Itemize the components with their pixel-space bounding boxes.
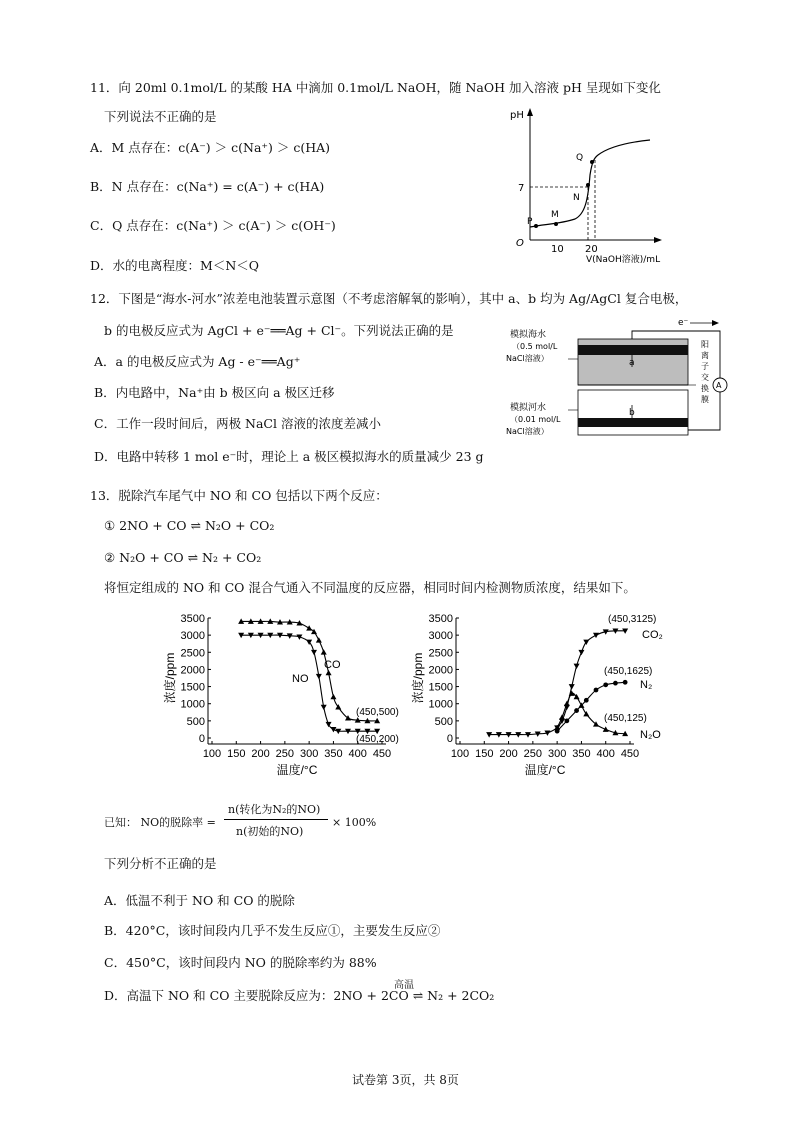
- y-tick-label: 500: [434, 715, 453, 728]
- data-point: [623, 680, 628, 685]
- y-tick-label: 1000: [428, 698, 453, 711]
- q11-label-p: P: [527, 217, 533, 227]
- q12-option-b: B．内电路中，Na⁺由 b 极区向 a 极区迁移: [94, 385, 335, 400]
- data-point: [583, 640, 589, 645]
- data-point: [330, 727, 336, 732]
- data-point: [564, 701, 570, 706]
- x-tick-label: 100: [202, 748, 222, 760]
- q11-label-m: M: [551, 210, 559, 220]
- q11-point-q: [590, 160, 594, 164]
- q13-prompt: 下列分析不正确的是: [104, 856, 217, 871]
- data-point: [316, 674, 322, 679]
- q12-membrane-2: 离: [701, 351, 709, 360]
- q12-option-c: C．工作一段时间后，两极 NaCl 溶液的浓度差减小: [94, 416, 381, 431]
- q11-option-b: B．N 点存在：c(Na⁺) = c(A⁻) + c(HA): [90, 179, 325, 194]
- x-axis-label: 温度/°C: [276, 763, 318, 777]
- q13-known-numerator: n(转化为N₂的NO): [228, 803, 321, 816]
- data-point: [569, 690, 575, 695]
- q11-point-m: [554, 222, 558, 226]
- q13-known-term: NO的脱除率 =: [140, 816, 216, 829]
- series-label: N₂O: [640, 729, 661, 741]
- q12-option-a: A．a 的电极反应式为 Ag - e⁻══Ag⁺: [94, 354, 301, 369]
- q11-ph-curve: [530, 140, 650, 227]
- y-tick-label: 2500: [428, 647, 453, 660]
- annotation-label: (450,200): [356, 734, 399, 745]
- q13-known-tail: × 100%: [332, 816, 377, 829]
- annotation-label: (450,500): [356, 707, 399, 718]
- data-point: [578, 650, 584, 655]
- y-tick-label: 2000: [428, 664, 453, 677]
- page-footer: 试卷第 3页，共 8页: [352, 1073, 459, 1087]
- y-tick-label: 1500: [180, 681, 205, 694]
- q12-seawater-l3: NaCl溶液）: [506, 354, 549, 363]
- q13-option-a: A．低温不利于 NO 和 CO 的脱除: [104, 893, 295, 908]
- q13-stem: 13．脱除汽车尾气中 NO 和 CO 包括以下两个反应：: [90, 488, 388, 503]
- y-tick-label: 1000: [180, 698, 205, 711]
- x-tick-label: 450: [372, 748, 392, 760]
- x-tick-label: 250: [275, 748, 295, 760]
- q11-xlabel: V(NaOH溶液)/mL: [586, 255, 661, 265]
- q11-prompt-text: 下列说法不正确的是: [104, 109, 217, 124]
- y-axis-label: 浓度/ppm: [163, 652, 177, 704]
- y-axis-label: 浓度/ppm: [411, 652, 425, 704]
- q13-description: 将恒定组成的 NO 和 CO 混合气通入不同温度的反应器，相同时间内检测物质浓度，结果如下。: [104, 580, 636, 595]
- x-tick-label: 150: [475, 748, 494, 760]
- q11-stem: 11．向 20ml 0.1mol/L 的某酸 HA 中滴加 0.1mol/L NaOH，随 NaOH 加入溶液 pH 呈现如下变化: [90, 80, 661, 95]
- q11-prompt: [104, 109, 217, 125]
- q11-option-d: D．水的电离程度：M＜N＜Q: [90, 258, 260, 273]
- q11-origin: O: [516, 238, 524, 249]
- data-point: [564, 718, 569, 723]
- x-tick-label: 300: [299, 748, 319, 760]
- data-point: [593, 633, 599, 638]
- q13-option-d: D．高温下 NO 和 CO 主要脱除反应为：2NO + 2CO ⇌ N₂ + 2CO₂: [104, 988, 495, 1003]
- y-tick-label: 3000: [180, 630, 205, 643]
- q12-option-d: D．电路中转移 1 mol e⁻时，理论上 a 极区模拟海水的质量减少 23 g: [94, 449, 484, 464]
- q13-fraction-bar: [224, 819, 328, 820]
- q11-label-n: N: [573, 193, 580, 203]
- x-tick-label: 450: [620, 748, 640, 760]
- x-tick-label: 200: [499, 748, 518, 760]
- y-tick-label: 3500: [428, 613, 453, 625]
- x-tick-label: 350: [324, 748, 343, 760]
- x-tick-label: 100: [450, 748, 470, 760]
- x-tick-label: 250: [523, 748, 543, 760]
- q11-xtick-10: 10: [551, 244, 564, 255]
- series-label: CO₂: [642, 629, 663, 641]
- q13-known: [104, 815, 216, 831]
- x-tick-label: 400: [348, 748, 367, 760]
- q13-reaction-2: ② N₂O + CO ⇌ N₂ + CO₂: [104, 550, 262, 565]
- q11-option-c: C．Q 点存在：c(Na⁺) ＞ c(A⁻) ＞ c(OH⁻): [90, 218, 336, 233]
- q12-seawater-l1: 模拟海水: [510, 330, 547, 340]
- q11-xtick-20: 20: [585, 244, 598, 255]
- data-point: [321, 705, 327, 710]
- q13-option-c: C．450°C，该时间段内 NO 的脱除率约为 88%: [104, 955, 377, 970]
- q11-ytick-7: 7: [518, 183, 525, 194]
- y-tick-label: 3000: [428, 630, 453, 643]
- q12-ammeter-label: A: [716, 381, 722, 390]
- series-label: CO: [324, 659, 341, 671]
- data-point: [326, 722, 332, 727]
- q12-membrane-3: 子: [701, 362, 709, 371]
- q12-river-l2: （0.01 mol/L: [510, 415, 561, 424]
- q12-membrane-6: 膜: [701, 395, 709, 404]
- data-point: [321, 649, 327, 654]
- data-point: [335, 704, 341, 709]
- q12-river-l3: NaCl溶液）: [506, 427, 549, 436]
- y-tick-label: 2500: [180, 647, 205, 660]
- q13-chart-left: [160, 608, 410, 788]
- data-point: [311, 650, 317, 655]
- data-point: [613, 681, 618, 686]
- q12-electrode-a: a: [629, 358, 635, 368]
- q12-electrode-b: b: [629, 408, 635, 418]
- q12-membrane-5: 换: [701, 384, 709, 393]
- q11-option-a: A．M 点存在：c(A⁻) ＞ c(Na⁺) ＞ c(HA): [90, 140, 330, 155]
- q12-electron-label: e⁻: [678, 318, 689, 328]
- q13-option-b: B．420°C，该时间段内几乎不发生反应①，主要发生反应②: [104, 923, 441, 938]
- y-tick-label: 3500: [180, 613, 205, 625]
- series-label: NO: [292, 673, 309, 685]
- q12-membrane-1: 阳: [701, 340, 709, 349]
- q13-known-prefix: 已知：: [104, 816, 137, 829]
- q13-chart-right: [408, 608, 698, 788]
- data-point: [306, 625, 312, 630]
- q13-d-condition: 高温: [394, 980, 414, 991]
- q11-point-p: [534, 224, 538, 228]
- annotation-label: (450,3125): [608, 614, 657, 625]
- x-tick-label: 300: [547, 748, 567, 760]
- data-point: [603, 682, 608, 687]
- data-point: [569, 684, 575, 689]
- x-tick-label: 400: [596, 748, 615, 760]
- y-tick-label: 2000: [180, 664, 205, 677]
- x-axis-label: 温度/°C: [524, 763, 566, 777]
- x-tick-label: 350: [572, 748, 591, 760]
- y-tick-label: 1500: [428, 681, 453, 694]
- q12-stem2: b 的电极反应式为 AgCl + e⁻══Ag + Cl⁻。下列说法正确的是: [104, 323, 454, 338]
- series-label: N₂: [640, 679, 653, 691]
- q13-known-denominator: n(初始的NO): [236, 825, 304, 838]
- data-point: [574, 708, 579, 713]
- q12-membrane-4: 交: [701, 373, 709, 382]
- q11-label-q: Q: [576, 153, 584, 163]
- data-point: [594, 688, 599, 693]
- annotation-label: (450,1625): [604, 666, 653, 677]
- y-tick-label: 500: [186, 715, 205, 728]
- data-point: [584, 698, 589, 703]
- q13-reaction-1: ① 2NO + CO ⇌ N₂O + CO₂: [104, 518, 275, 533]
- q12-river-l1: 模拟河水: [510, 403, 547, 413]
- data-point: [330, 694, 336, 699]
- q12-stem: 12．下图是“海水-河水”浓差电池装置示意图（不考虑溶解氧的影响），其中 a、b 均为 Ag/AgCl 复合电极，: [90, 291, 688, 306]
- q11-point-n: [586, 183, 590, 187]
- q12-seawater-l2: （0.5 mol/L: [512, 342, 558, 351]
- y-tick-label: 0: [446, 733, 453, 745]
- x-tick-label: 200: [251, 748, 270, 760]
- q11-ylabel: pH: [510, 110, 524, 121]
- data-point: [574, 664, 580, 669]
- data-point: [603, 726, 609, 731]
- annotation-label: (450,125): [604, 713, 647, 724]
- data-point: [316, 637, 322, 642]
- q11-titration-figure: [500, 100, 670, 268]
- y-tick-label: 0: [198, 733, 205, 745]
- q12-cell-figure: [500, 315, 740, 445]
- x-tick-label: 150: [227, 748, 246, 760]
